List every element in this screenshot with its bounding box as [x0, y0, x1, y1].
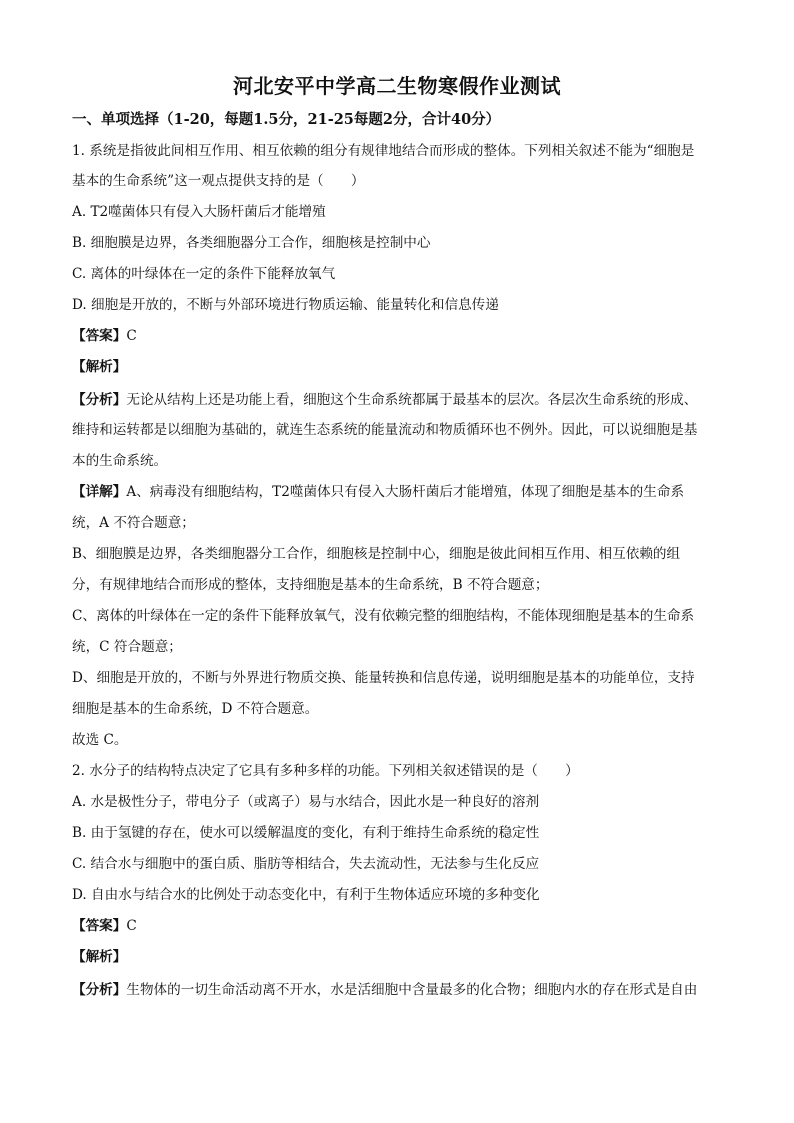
analysis-tag: 【解析】 [72, 359, 127, 375]
question-2-stem: 2. 水分子的结构特点决定了它具有多种多样的功能。下列相关叙述错误的是（ ） [72, 763, 579, 779]
question-1-option-a: A. T2噬菌体只有侵入大肠杆菌后才能增殖 [72, 204, 326, 220]
question-1-fenxi-line-3: 本的生命系统。 [72, 453, 168, 469]
answer-tag: 【答案】 [72, 918, 127, 934]
fenxi-tag: 【分析】 [72, 982, 127, 998]
section-heading: 一、单项选择（1-20，每题1.5分，21-25每题2分，合计40分） [72, 111, 501, 128]
question-2-option-b: B. 由于氢键的存在，使水可以缓解温度的变化，有利于维持生命系统的稳定性 [72, 825, 540, 841]
question-1-detail-line-3: B、细胞膜是边界，各类细胞器分工合作，细胞核是控制中心，细胞是彼此间相互作用、相互依赖的组 [72, 546, 681, 562]
question-1-conclusion: 故选 C。 [72, 732, 128, 748]
fenxi-tag: 【分析】 [72, 392, 127, 408]
question-2-fenxi-line-1: 【分析】生物体的一切生命活动离不开水，水是活细胞中含量最多的化合物；细胞内水的存在形式是自由 [72, 982, 698, 998]
analysis-tag: 【解析】 [72, 949, 127, 965]
question-1-detail-line-6: 统，C 符合题意； [72, 639, 182, 655]
question-1-option-b: B. 细胞膜是边界，各类细胞器分工合作，细胞核是控制中心 [72, 235, 431, 251]
xiangjie-tag: 【详解】 [72, 484, 127, 500]
question-1-detail-line-5: C、离体的叶绿体在一定的条件下能释放氧气，没有依赖完整的细胞结构，不能体现细胞是基本的生命系 [72, 608, 695, 624]
question-1-stem-line-2: 基本的生命系统”这一观点提供支持的是（ ） [72, 173, 365, 189]
question-1-option-c: C. 离体的叶绿体在一定的条件下能释放氧气 [72, 266, 336, 282]
question-1-fenxi-line-1: 【分析】无论从结构上还是功能上看，细胞这个生命系统都属于最基本的层次。各层次生命系统的形成、 [72, 392, 698, 408]
question-2-option-d: D. 自由水与结合水的比例处于动态变化中，有利于生物体适应环境的多种变化 [72, 887, 540, 903]
question-1-detail-line-7: D、细胞是开放的，不断与外界进行物质交换、能量转换和信息传递，说明细胞是基本的功能单位，支持 [72, 670, 695, 686]
question-2-answer: 【答案】C [72, 918, 137, 934]
question-1-detail-line-8: 细胞是基本的生命系统，D 不符合题意。 [72, 701, 319, 717]
question-1-detail-line-1: 【详解】A、病毒没有细胞结构，T2噬菌体只有侵入大肠杆菌后才能增殖，体现了细胞是基本的生命系 [72, 484, 685, 500]
question-1-option-d: D. 细胞是开放的，不断与外部环境进行物质运输、能量转化和信息传递 [72, 297, 499, 313]
question-1-detail-line-2: 统，A 不符合题意； [72, 515, 195, 531]
question-2-analysis-heading [72, 947, 732, 967]
document-title: 河北安平中学高二生物寒假作业测试 [233, 74, 561, 98]
question-1-detail-line-4: 分，有规律地结合而形成的整体，支持细胞是基本的生命系统，B 不符合题意； [72, 577, 549, 593]
question-1-stem-line-1: 1. 系统是指彼此间相互作用、相互依赖的组分有规律地结合而形成的整体。下列相关叙述不能为“细胞是 [72, 143, 695, 159]
answer-tag: 【答案】 [72, 328, 127, 344]
question-2-option-c: C. 结合水与细胞中的蛋白质、脂肪等相结合，失去流动性，无法参与生化反应 [72, 856, 540, 872]
question-1-analysis-heading [72, 357, 732, 377]
question-1-answer: 【答案】C [72, 328, 137, 344]
question-2-option-a: A. 水是极性分子，带电分子（或离子）易与水结合，因此水是一种良好的溶剂 [72, 794, 540, 810]
question-1-fenxi-line-2: 维持和运转都是以细胞为基础的，就连生态系统的能量流动和物质循环也不例外。因此，可以说细胞是基 [72, 422, 698, 438]
